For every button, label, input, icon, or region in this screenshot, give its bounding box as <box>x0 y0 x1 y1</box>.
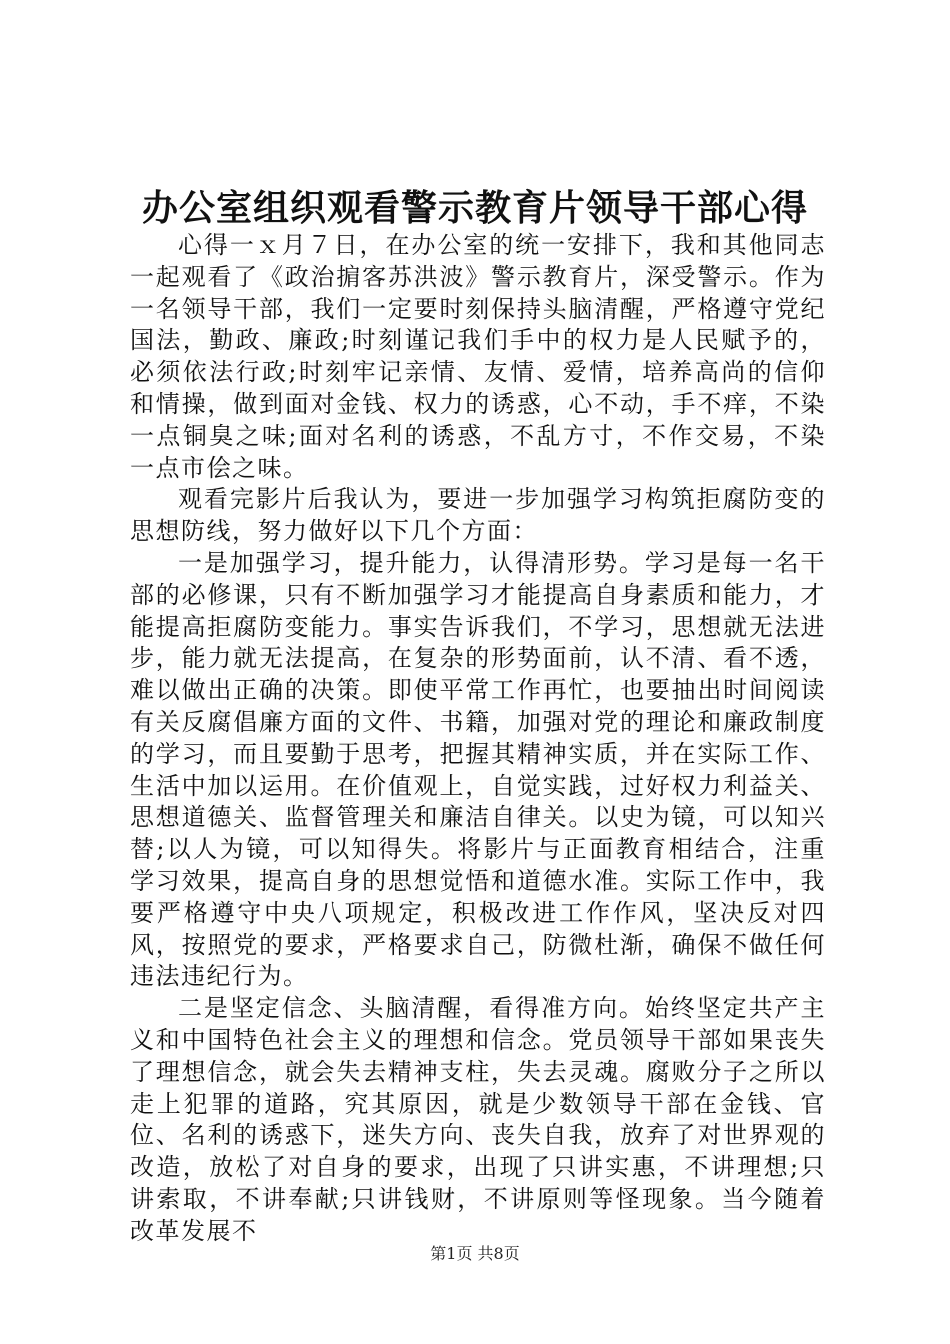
paragraph: 心得一ｘ月７日，在办公室的统一安排下，我和其他同志一起观看了《政治掮客苏洪波》警示教育片，深受警示。作为一名领导干部，我们一定要时刻保持头脑清醒，严格遵守党纪国法，勤政、廉政;时刻谨记我们手中的权力是人民赋予的，必须依法行政;时刻牢记亲情、友情、爱情，培养高尚的信仰和情操，做到面对金钱、权力的诱惑，心不动，手不痒，不染一点铜臭之味;面对名利的诱惑，不乱方寸，不作交易，不染一点市侩之味。 <box>130 231 826 482</box>
document-body <box>130 230 826 1248</box>
paragraph: 观看完影片后我认为，要进一步加强学习构筑拒腐防变的思想防线，努力做好以下几个方面： <box>130 485 826 546</box>
paragraph: 二是坚定信念、头脑清醒，看得准方向。始终坚定共产主义和中国特色社会主义的理想和信念。党员领导干部如果丧失了理想信念，就会失去精神支柱，失去灵魂。腐败分子之所以走上犯罪的道路，究其原因，就是少数领导干部在金钱、官位、名利的诱惑下，迷失方向、丧失自我，放弃了对世界观的改造，放松了对自身的要求，出现了只讲实惠，不讲理想;只讲索取，不讲奉献;只讲钱财，不讲原则等怪现象。当今随着改革发展不 <box>130 994 826 1245</box>
page-number-footer: 第1页 共8页 <box>430 1244 520 1263</box>
document-title: 办公室组织观看警示教育片领导干部心得 <box>141 187 808 229</box>
paragraph: 一是加强学习，提升能力，认得清形势。学习是每一名干部的必修课，只有不断加强学习才能提高自身素质和能力，才能提高拒腐防变能力。事实告诉我们，不学习，思想就无法进步，能力就无法提高，在复杂的形势面前，认不清、看不透，难以做出正确的决策。即使平常工作再忙，也要抽出时间阅读有关反腐倡廉方面的文件、书籍，加强对党的理论和廉政制度的学习，而且要勤于思考，把握其精神实质，并在实际工作、生活中加以运用。在价值观上，自觉实践，过好权力利益关、思想道德关、监督管理关和廉洁自律关。以史为镜，可以知兴替;以人为镜，可以知得失。将影片与正面教育相结合，注重学习效果，提高自身的思想觉悟和道德水准。实际工作中，我要严格遵守中央八项规定，积极改进工作作风，坚决反对四风，按照党的要求，严格要求自己，防微杜渐，确保不做任何违法违纪行为。 <box>130 548 826 991</box>
